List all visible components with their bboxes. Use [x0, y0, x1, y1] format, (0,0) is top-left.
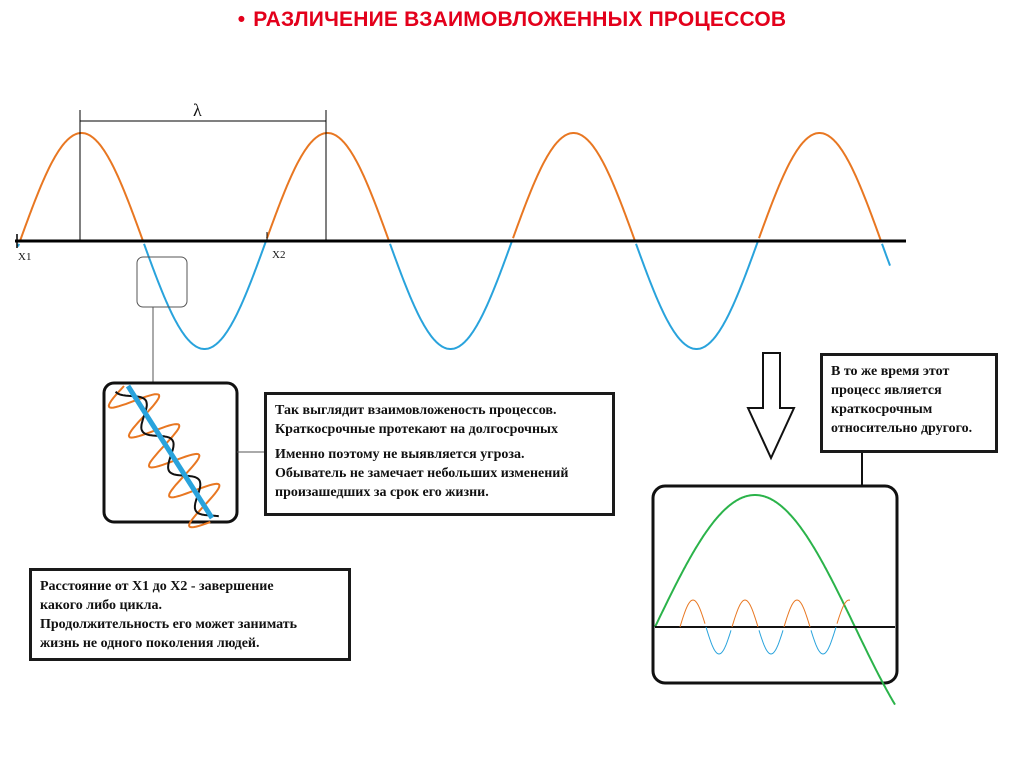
nested-note-line-5: произашедших за срок его жизни.	[275, 485, 489, 500]
short-term-note-line-3: краткосрочным	[831, 402, 933, 417]
down-arrow-icon	[748, 353, 794, 458]
lambda-label: λ	[193, 100, 202, 120]
short-term-panel-frame	[653, 486, 897, 683]
distance-note-line-2: какого либо цикла.	[40, 598, 163, 613]
cycle-distance-note	[29, 568, 351, 661]
nested-note-line-3: Именно поэтому не выявляется угроза.	[275, 447, 525, 462]
distance-note-line-4: жизнь не одного поколения людей.	[40, 636, 260, 651]
title-bullet: •	[237, 8, 246, 31]
short-term-note-line-1: В то же время этот	[831, 364, 950, 379]
short-term-note	[820, 353, 998, 453]
nested-note-line-1: Так выглядит взаимовложеность процессов.	[275, 403, 557, 418]
nested-note-line-2: Краткосрочные протекают на долгосрочных	[275, 422, 558, 437]
nested-note-line-4: Обыватель не замечает небольших изменений	[275, 466, 569, 481]
x2-label: X2	[272, 249, 286, 261]
x1-label: X1	[18, 251, 32, 263]
zoom-selector	[137, 257, 187, 307]
nested-processes-note	[264, 392, 615, 516]
short-term-note-line-4: относительно другого.	[831, 421, 973, 436]
short-term-note-line-2: процесс является	[831, 383, 942, 398]
title-text: РАЗЛИЧЕНИЕ ВЗАИМОВЛОЖЕННЫХ ПРОЦЕССОВ	[253, 8, 787, 31]
distance-note-line-3: Продолжительность его может занимать	[40, 617, 298, 632]
main-wave-positive	[20, 133, 881, 241]
distance-note-line-1: Расстояние от Х1 до Х2 - завершение	[40, 579, 274, 594]
